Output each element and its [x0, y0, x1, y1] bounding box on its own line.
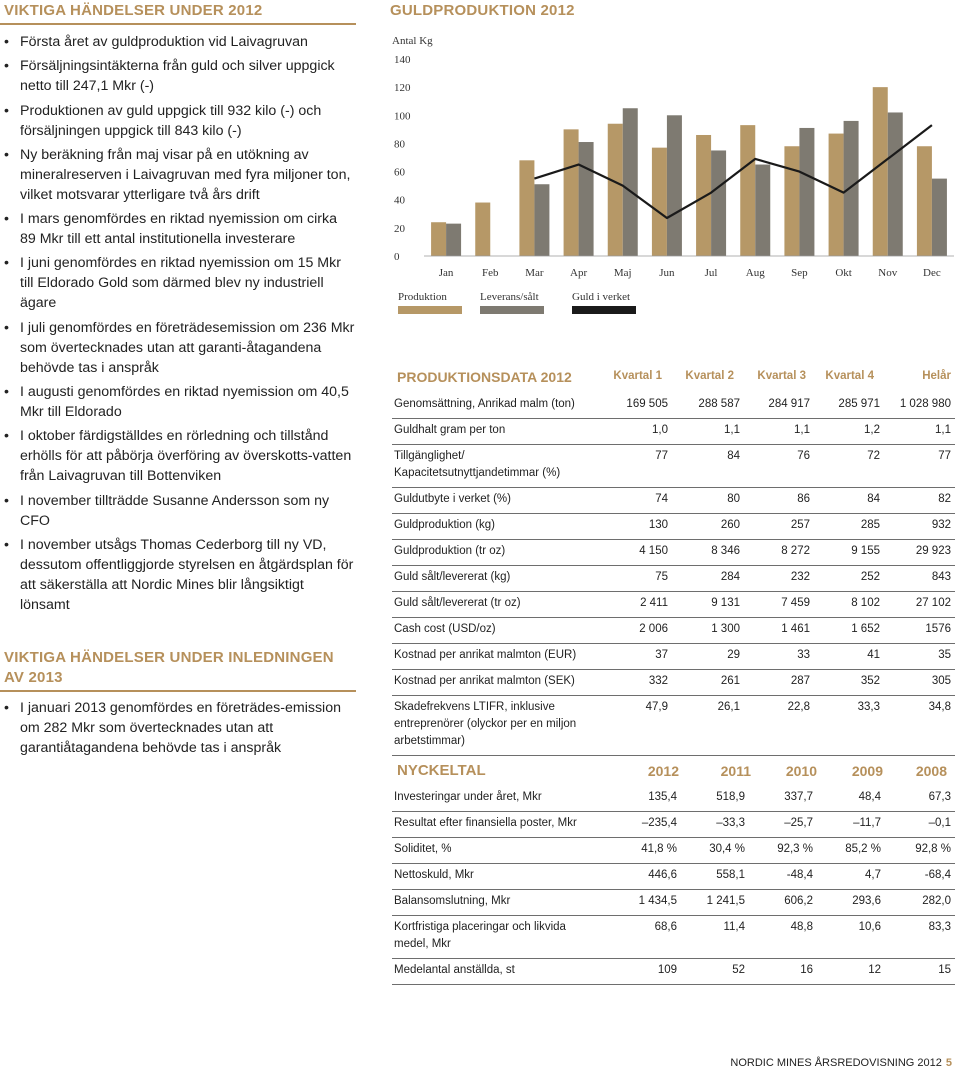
cell-value: –11,7 — [817, 812, 885, 838]
column-header: Kvartal 1 — [613, 370, 662, 382]
cell-value: 41 — [814, 644, 884, 670]
cell-value: 67,3 — [885, 786, 955, 812]
section-title-events-2013 — [4, 648, 356, 688]
gold-production-chart — [388, 30, 956, 320]
bar-leverans — [534, 184, 549, 256]
column-header: Helår — [922, 370, 951, 382]
cell-value: 252 — [814, 566, 884, 592]
cell-value: 1,1 — [884, 419, 955, 445]
cell-value: 518,9 — [681, 786, 749, 812]
column-header: 2008 — [915, 763, 947, 779]
row-label: Tillgänglighet/ Kapacitetsutnyttjandetimmar (%) — [392, 445, 602, 488]
bar-produktion — [829, 134, 844, 256]
bar-leverans — [755, 165, 770, 256]
y-axis-label: Antal Kg — [392, 35, 433, 47]
cell-value: 84 — [814, 488, 884, 514]
table-row — [392, 618, 955, 644]
cell-value: 332 — [602, 670, 672, 696]
bullet-item: • Produktionen av guld uppgick till 932 kilo (-) och försäljningen uppgick till 843 kilo (-) — [4, 101, 356, 141]
section2-title-text: VIKTIGA HÄNDELSER UNDER INLEDNINGEN AV 2013 — [4, 649, 334, 686]
cell-value: 337,7 — [749, 786, 817, 812]
cell-value: 29 — [672, 644, 744, 670]
bar-leverans — [579, 142, 594, 256]
cell-value: 8 346 — [672, 540, 744, 566]
row-label: Genomsättning, Anrikad malm (ton) — [392, 393, 602, 419]
cell-value: 284 — [672, 566, 744, 592]
cell-value: 260 — [672, 514, 744, 540]
row-label: Resultat efter finansiella poster, Mkr — [392, 812, 592, 838]
bar-produktion — [740, 125, 755, 256]
table-row — [392, 488, 955, 514]
section-rule — [0, 690, 356, 692]
cell-value: -68,4 — [885, 864, 955, 890]
cell-value: 1,2 — [814, 419, 884, 445]
column-header: Kvartal 3 — [757, 370, 806, 382]
table-row — [392, 445, 955, 488]
cell-value: 37 — [602, 644, 672, 670]
cell-value: –25,7 — [749, 812, 817, 838]
y-tick-label: 60 — [394, 166, 405, 179]
cell-value: 558,1 — [681, 864, 749, 890]
cell-value: 352 — [814, 670, 884, 696]
cell-value: 1 241,5 — [681, 890, 749, 916]
bullet-item: • I juli genomfördes en företrädesemission om 236 Mkr som övertecknades utan att garanti-åtagandena behövde tas i anspråk — [4, 318, 356, 378]
cell-value: 4,7 — [817, 864, 885, 890]
cell-value: 4 150 — [602, 540, 672, 566]
cell-value: 12 — [817, 959, 885, 985]
bullet-item: • I januari 2013 genomfördes en företrädes-emission om 282 Mkr som övertecknades utan att garantiåtagandena behövde tas i anspråk — [4, 698, 356, 758]
cell-value: 130 — [602, 514, 672, 540]
table-row — [392, 786, 955, 812]
cell-value: 86 — [744, 488, 814, 514]
cell-value: 232 — [744, 566, 814, 592]
table-row — [392, 644, 955, 670]
cell-value: 135,4 — [592, 786, 681, 812]
row-label: Skadefrekvens LTIFR, inklusive entreprenörer (olyckor per en miljon arbetstimmar) — [392, 696, 602, 756]
bullet-item: • Första året av guldproduktion vid Laivagruvan — [4, 32, 356, 52]
cell-value: 33 — [744, 644, 814, 670]
bullet-item: • I juni genomfördes en riktad nyemission om 15 Mkr till Eldorado Gold som därmed blev ny industriell ägare — [4, 253, 356, 313]
cell-value: 1,1 — [672, 419, 744, 445]
y-tick-label: 100 — [394, 110, 411, 123]
cell-value: 11,4 — [681, 916, 749, 959]
bullet-item: • I oktober färdigställdes en rörledning och tillstånd erhölls för att påbörja överföring av överskotts-vatten från Laivagruvan till Bottenviken — [4, 426, 356, 486]
table-row — [392, 592, 955, 618]
key-figures-table — [392, 786, 955, 985]
cell-value: 85,2 % — [817, 838, 885, 864]
row-label: Guldproduktion (tr oz) — [392, 540, 602, 566]
line-guld-i-verket — [534, 125, 932, 218]
cell-value: 52 — [681, 959, 749, 985]
bar-produktion — [917, 146, 932, 256]
bar-produktion — [652, 148, 667, 256]
row-label: Soliditet, % — [392, 838, 592, 864]
cell-value: –0,1 — [885, 812, 955, 838]
row-label: Kostnad per anrikat malmton (SEK) — [392, 670, 602, 696]
row-label: Balansomslutning, Mkr — [392, 890, 592, 916]
production-table — [392, 393, 955, 756]
bullet-item: • Ny beräkning från maj visar på en utökning av mineralreserven i Laivagruvan med fyra miljoner ton, vilket motsvarar ytterligare två års drift — [4, 145, 356, 205]
table-row — [392, 864, 955, 890]
x-tick-label: Maj — [613, 267, 632, 279]
cell-value: 77 — [602, 445, 672, 488]
cell-value: 1 300 — [672, 618, 744, 644]
cell-value: 1,0 — [602, 419, 672, 445]
cell-value: 48,8 — [749, 916, 817, 959]
cell-value: 92,3 % — [749, 838, 817, 864]
bar-leverans — [667, 115, 682, 256]
x-tick-label: Feb — [482, 267, 499, 279]
row-label: Guldhalt gram per ton — [392, 419, 602, 445]
y-tick-label: 40 — [394, 194, 405, 207]
column-header: Kvartal 2 — [685, 370, 734, 382]
cell-value: 1,1 — [744, 419, 814, 445]
section-rule — [0, 23, 356, 25]
bullet-item: • I augusti genomfördes en riktad nyemission om 40,5 Mkr till Eldorado — [4, 382, 356, 422]
key-figures-title: NYCKELTAL — [397, 762, 486, 779]
cell-value: 1 434,5 — [592, 890, 681, 916]
cell-value: 10,6 — [817, 916, 885, 959]
row-label: Guld sålt/levererat (tr oz) — [392, 592, 602, 618]
cell-value: 92,8 % — [885, 838, 955, 864]
footer-text: NORDIC MINES ÅRSREDOVISNING 2012 — [730, 1057, 942, 1069]
cell-value: 843 — [884, 566, 955, 592]
row-label: Kostnad per anrikat malmton (EUR) — [392, 644, 602, 670]
bar-produktion — [608, 124, 623, 256]
x-tick-label: Jun — [659, 267, 675, 279]
cell-value: 75 — [602, 566, 672, 592]
legend-swatch — [398, 306, 462, 314]
bullet-item: • I november tillträdde Susanne Andersson som ny CFO — [4, 491, 356, 531]
cell-value: -48,4 — [749, 864, 817, 890]
cell-value: 26,1 — [672, 696, 744, 756]
cell-value: 8 272 — [744, 540, 814, 566]
cell-value: –235,4 — [592, 812, 681, 838]
cell-value: 606,2 — [749, 890, 817, 916]
column-header: 2011 — [720, 763, 751, 779]
section-title-events-2012: VIKTIGA HÄNDELSER UNDER 2012 — [4, 2, 263, 19]
column-header: Kvartal 4 — [825, 370, 874, 382]
legend-swatch — [572, 306, 636, 314]
cell-value: 22,8 — [744, 696, 814, 756]
cell-value: 30,4 % — [681, 838, 749, 864]
cell-value: 77 — [884, 445, 955, 488]
bar-leverans — [711, 150, 726, 256]
column-header: 2009 — [851, 763, 883, 779]
bar-leverans — [844, 121, 859, 256]
row-label: Medelantal anställda, st — [392, 959, 592, 985]
cell-value: 83,3 — [885, 916, 955, 959]
table-row — [392, 419, 955, 445]
cell-value: 9 131 — [672, 592, 744, 618]
column-header: 2010 — [785, 763, 817, 779]
cell-value: 285 — [814, 514, 884, 540]
row-label: Cash cost (USD/oz) — [392, 618, 602, 644]
bar-produktion — [784, 146, 799, 256]
x-tick-label: Nov — [878, 267, 898, 279]
cell-value: 288 587 — [672, 393, 744, 419]
bar-leverans — [446, 224, 461, 256]
cell-value: 109 — [592, 959, 681, 985]
table-row — [392, 540, 955, 566]
cell-value: 29 923 — [884, 540, 955, 566]
bar-produktion — [696, 135, 711, 256]
table-row — [392, 393, 955, 419]
cell-value: 446,6 — [592, 864, 681, 890]
cell-value: 48,4 — [817, 786, 885, 812]
table-row — [392, 838, 955, 864]
chart-section-title: GULDPRODUKTION 2012 — [390, 2, 575, 19]
page-footer — [730, 1057, 952, 1069]
cell-value: 2 006 — [602, 618, 672, 644]
production-table-title: PRODUKTIONSDATA 2012 — [397, 369, 572, 385]
bar-leverans — [799, 128, 814, 256]
bar-produktion — [873, 87, 888, 256]
y-tick-label: 140 — [394, 54, 411, 66]
bar-produktion — [519, 160, 534, 256]
cell-value: 72 — [814, 445, 884, 488]
cell-value: 287 — [744, 670, 814, 696]
x-tick-label: Apr — [570, 267, 588, 279]
cell-value: 33,3 — [814, 696, 884, 756]
column-header: 2012 — [647, 763, 679, 779]
cell-value: 15 — [885, 959, 955, 985]
cell-value: 1576 — [884, 618, 955, 644]
bar-leverans — [888, 112, 903, 256]
events-2012-list — [4, 32, 356, 619]
x-tick-label: Sep — [791, 267, 808, 279]
cell-value: 285 971 — [814, 393, 884, 419]
cell-value: 9 155 — [814, 540, 884, 566]
x-tick-label: Okt — [835, 267, 852, 279]
cell-value: 68,6 — [592, 916, 681, 959]
cell-value: 282,0 — [885, 890, 955, 916]
cell-value: 84 — [672, 445, 744, 488]
cell-value: 2 411 — [602, 592, 672, 618]
row-label: Guldutbyte i verket (%) — [392, 488, 602, 514]
cell-value: 41,8 % — [592, 838, 681, 864]
bar-leverans — [932, 179, 947, 256]
cell-value: 932 — [884, 514, 955, 540]
cell-value: 76 — [744, 445, 814, 488]
bar-leverans — [623, 108, 638, 256]
bar-produktion — [431, 222, 446, 256]
table-row — [392, 812, 955, 838]
table-row — [392, 566, 955, 592]
cell-value: 1 652 — [814, 618, 884, 644]
y-tick-label: 80 — [394, 138, 405, 151]
y-tick-label: 120 — [394, 82, 411, 95]
cell-value: 82 — [884, 488, 955, 514]
table-row — [392, 916, 955, 959]
table-row — [392, 670, 955, 696]
y-tick-label: 20 — [394, 222, 405, 235]
cell-value: 34,8 — [884, 696, 955, 756]
cell-value: 8 102 — [814, 592, 884, 618]
x-tick-label: Mar — [525, 267, 544, 279]
cell-value: 293,6 — [817, 890, 885, 916]
cell-value: 74 — [602, 488, 672, 514]
x-tick-label: Aug — [745, 267, 765, 279]
legend-swatch — [480, 306, 544, 314]
bullet-item: • I mars genomfördes en riktad nyemission om cirka 89 Mkr till ett antal institutionella investerare — [4, 209, 356, 249]
bar-produktion — [564, 129, 579, 256]
table-row — [392, 890, 955, 916]
bullet-item: • I november utsågs Thomas Cederborg till ny VD, dessutom offentliggjorde styrelsen en åtgärdsplan för att säkerställa att Nordic Mines blir långsiktigt lönsamt — [4, 535, 356, 615]
cell-value: 305 — [884, 670, 955, 696]
legend-label: Produktion — [398, 291, 447, 303]
row-label: Guldproduktion (kg) — [392, 514, 602, 540]
cell-value: 27 102 — [884, 592, 955, 618]
table-row — [392, 696, 955, 756]
cell-value: 7 459 — [744, 592, 814, 618]
x-tick-label: Jul — [704, 267, 718, 279]
legend-label: Guld i verket — [572, 291, 631, 303]
row-label: Investeringar under året, Mkr — [392, 786, 592, 812]
table-row — [392, 959, 955, 985]
cell-value: 47,9 — [602, 696, 672, 756]
bullet-item: • Försäljningsintäkterna från guld och silver uppgick netto till 247,1 Mkr (-) — [4, 56, 356, 96]
cell-value: –33,3 — [681, 812, 749, 838]
cell-value: 284 917 — [744, 393, 814, 419]
cell-value: 261 — [672, 670, 744, 696]
legend-label: Leverans/sålt — [480, 291, 539, 303]
row-label: Kortfristiga placeringar och likvida medel, Mkr — [392, 916, 592, 959]
table-row — [392, 514, 955, 540]
row-label: Nettoskuld, Mkr — [392, 864, 592, 890]
cell-value: 1 028 980 — [884, 393, 955, 419]
cell-value: 16 — [749, 959, 817, 985]
cell-value: 169 505 — [602, 393, 672, 419]
events-2013-list — [4, 698, 356, 762]
cell-value: 257 — [744, 514, 814, 540]
page-number: 5 — [945, 1057, 952, 1069]
cell-value: 1 461 — [744, 618, 814, 644]
cell-value: 80 — [672, 488, 744, 514]
row-label: Guld sålt/levererat (kg) — [392, 566, 602, 592]
x-tick-label: Dec — [923, 267, 941, 279]
y-tick-label: 0 — [394, 251, 400, 263]
x-tick-label: Jan — [438, 267, 454, 279]
cell-value: 35 — [884, 644, 955, 670]
bar-produktion — [475, 203, 490, 256]
